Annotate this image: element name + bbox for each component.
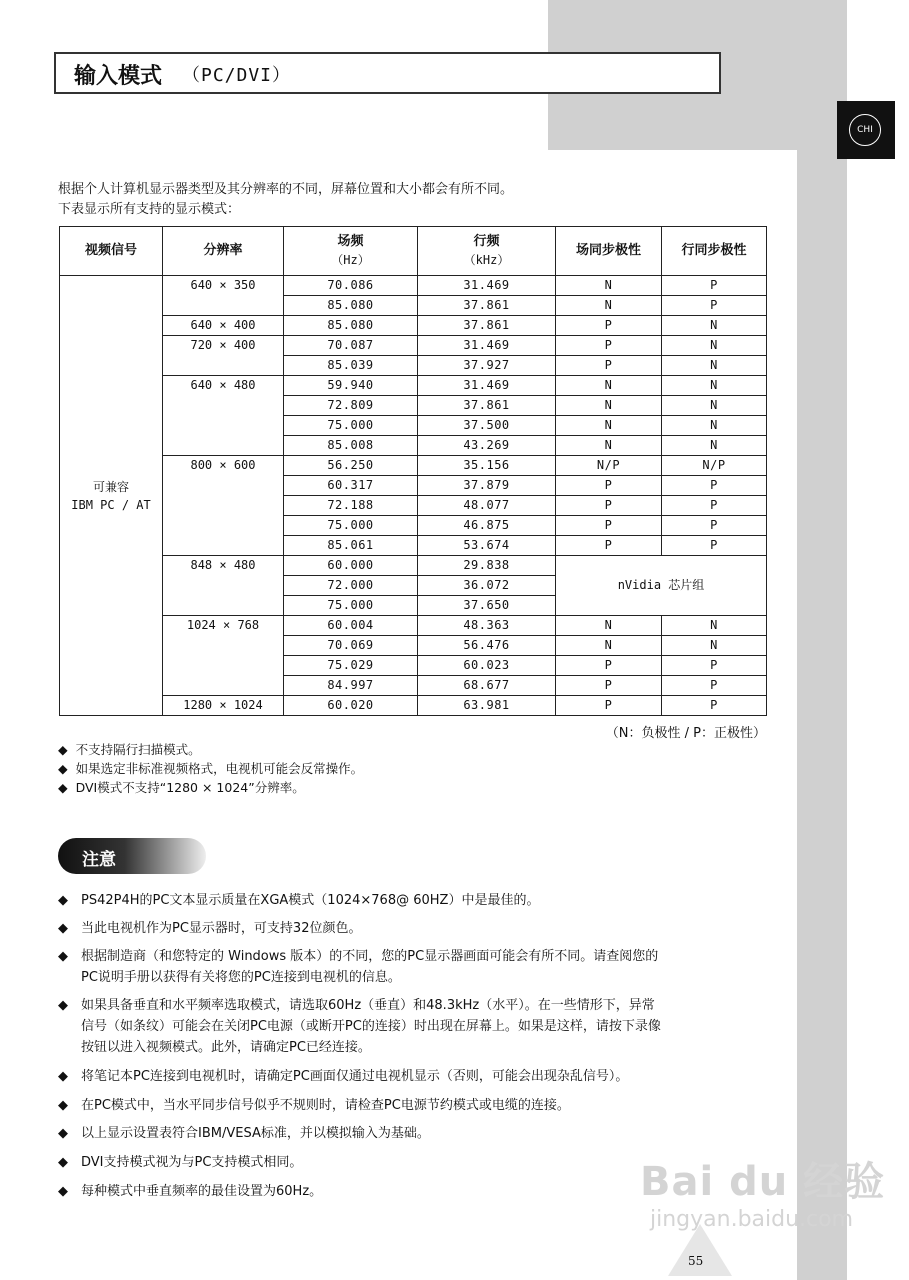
header-hpol: 行同步极性 [662, 227, 767, 276]
hpol-cell: N [662, 316, 767, 336]
vfreq-cell: 60.004 [284, 616, 418, 636]
hfreq-cell: 31.469 [418, 336, 556, 356]
vfreq-cell: 70.087 [284, 336, 418, 356]
hfreq-cell: 37.861 [418, 296, 556, 316]
hpol-cell: P [662, 656, 767, 676]
vpol-cell: P [556, 316, 662, 336]
hpol-cell: P [662, 496, 767, 516]
watermark-logo-text: Bai du 经验 [640, 1159, 886, 1205]
hfreq-cell: 37.879 [418, 476, 556, 496]
hpol-cell: N [662, 336, 767, 356]
hpol-cell: P [662, 296, 767, 316]
vfreq-cell: 84.997 [284, 676, 418, 696]
list-item: ◆ 不支持隔行扫描模式。 [58, 742, 201, 757]
vpol-cell: N [556, 396, 662, 416]
vfreq-cell: 60.317 [284, 476, 418, 496]
vfreq-cell: 72.809 [284, 396, 418, 416]
vpol-cell: N [556, 376, 662, 396]
intro-line-1: 根据个人计算机显示器类型及其分辨率的不同，屏幕位置和大小都会有所不同。 [58, 182, 514, 197]
header-vpol: 场同步极性 [556, 227, 662, 276]
polarity-legend: （N：负极性 / P：正极性） [605, 726, 766, 741]
hpol-cell: N [662, 616, 767, 636]
hfreq-cell: 48.363 [418, 616, 556, 636]
vfreq-cell: 75.029 [284, 656, 418, 676]
table-header-row [60, 227, 767, 276]
vfreq-cell: 60.020 [284, 696, 418, 716]
list-item: ◆ 如果具备垂直和水平频率选取模式，请选取60Hz（垂直）和48.3kHz（水平）。在一些情形下，异常 信号（如条纹）可能会在关闭PC电源（或断开PC的连接）时出现在屏幕上。如果是这样，请按下录像 按钮以进入视频模式。此外，请确定PC已经连接。 [58, 998, 661, 1055]
nvidia-chipset-cell: nVidia 芯片组 [556, 556, 767, 616]
hfreq-cell: 37.650 [418, 596, 556, 616]
resolution-cell: 800 × 600 [163, 456, 284, 556]
notes-heading: 注意 [82, 850, 116, 870]
vfreq-cell: 85.008 [284, 436, 418, 456]
hfreq-cell: 63.981 [418, 696, 556, 716]
table-row [60, 376, 767, 396]
hpol-cell: P [662, 696, 767, 716]
hpol-cell: N [662, 436, 767, 456]
hfreq-cell: 60.023 [418, 656, 556, 676]
hfreq-cell: 29.838 [418, 556, 556, 576]
vfreq-cell: 72.000 [284, 576, 418, 596]
hfreq-cell: 68.677 [418, 676, 556, 696]
page-title-box [54, 52, 721, 94]
vfreq-cell: 85.080 [284, 316, 418, 336]
resolution-cell: 640 × 400 [163, 316, 284, 336]
hpol-cell: N [662, 376, 767, 396]
table-row [60, 276, 767, 296]
hfreq-cell: 31.469 [418, 276, 556, 296]
display-modes-table [59, 226, 767, 716]
language-tab [837, 101, 895, 159]
list-item: ◆ 如果选定非标准视频格式，电视机可能会反常操作。 [58, 761, 364, 776]
vpol-cell: N [556, 296, 662, 316]
hfreq-cell: 56.476 [418, 636, 556, 656]
vfreq-cell: 56.250 [284, 456, 418, 476]
vpol-cell: P [556, 356, 662, 376]
table-row [60, 696, 767, 716]
table-row [60, 556, 767, 576]
resolution-cell: 640 × 480 [163, 376, 284, 456]
list-item: ◆ DVI支持模式视为与PC支持模式相同。 [58, 1155, 303, 1170]
vpol-cell: P [556, 696, 662, 716]
list-item: ◆ 每种模式中垂直频率的最佳设置为60Hz。 [58, 1184, 323, 1199]
table-row [60, 456, 767, 476]
resolution-cell: 640 × 350 [163, 276, 284, 316]
resolution-cell: 720 × 400 [163, 336, 284, 376]
hpol-cell: P [662, 276, 767, 296]
page-number: 55 [688, 1254, 704, 1268]
hfreq-cell: 37.927 [418, 356, 556, 376]
list-item: ◆ 将笔记本PC连接到电视机时，请确定PC画面仅通过电视机显示（否则，可能会出现杂乱信号）。 [58, 1069, 629, 1084]
hfreq-cell: 31.469 [418, 376, 556, 396]
header-resolution: 分辨率 [163, 227, 284, 276]
vfreq-cell: 75.000 [284, 596, 418, 616]
hfreq-cell: 53.674 [418, 536, 556, 556]
gray-side-band [797, 0, 847, 1280]
watermark-url: jingyan.baidu.com [650, 1207, 854, 1232]
list-item: ◆ 当此电视机作为PC显示器时，可支持32位颜色。 [58, 921, 362, 936]
hpol-cell: N/P [662, 456, 767, 476]
language-tab-label: CHI [849, 114, 881, 146]
hpol-cell: N [662, 356, 767, 376]
header-hfreq: 行频 （kHz） [418, 227, 556, 276]
vpol-cell: P [556, 676, 662, 696]
table-notes [58, 740, 363, 797]
vpol-cell: N [556, 276, 662, 296]
vpol-cell: N [556, 416, 662, 436]
vpol-cell: N [556, 436, 662, 456]
hfreq-cell: 48.077 [418, 496, 556, 516]
vfreq-cell: 85.039 [284, 356, 418, 376]
hfreq-cell: 43.269 [418, 436, 556, 456]
header-vfreq: 场频 （Hz） [284, 227, 418, 276]
signal-group-cell: 可兼容 IBM PC / AT [60, 276, 163, 716]
vfreq-cell: 85.061 [284, 536, 418, 556]
hfreq-cell: 46.875 [418, 516, 556, 536]
table-row [60, 316, 767, 336]
hfreq-cell: 36.072 [418, 576, 556, 596]
vfreq-cell: 70.069 [284, 636, 418, 656]
table-row [60, 616, 767, 636]
resolution-cell: 848 × 480 [163, 556, 284, 616]
list-item: ◆ 在PC模式中，当水平同步信号似乎不规则时，请检查PC电源节约模式或电缆的连接。 [58, 1098, 570, 1113]
hpol-cell: N [662, 636, 767, 656]
vpol-cell: P [556, 656, 662, 676]
vpol-cell: N [556, 636, 662, 656]
watermark [640, 1150, 885, 1232]
hpol-cell: N [662, 416, 767, 436]
intro-line-2: 下表显示所有支持的显示模式： [58, 202, 241, 217]
resolution-cell: 1280 × 1024 [163, 696, 284, 716]
hfreq-cell: 37.500 [418, 416, 556, 436]
hpol-cell: N [662, 396, 767, 416]
list-item: ◆ PS42P4H的PC文本显示质量在XGA模式（1024×768@ 60HZ）中是最佳的。 [58, 893, 540, 908]
vfreq-cell: 75.000 [284, 516, 418, 536]
vpol-cell: P [556, 516, 662, 536]
vfreq-cell: 70.086 [284, 276, 418, 296]
vfreq-cell: 75.000 [284, 416, 418, 436]
hfreq-cell: 35.156 [418, 456, 556, 476]
vpol-cell: P [556, 476, 662, 496]
vpol-cell: P [556, 336, 662, 356]
hpol-cell: P [662, 536, 767, 556]
resolution-cell: 1024 × 768 [163, 616, 284, 696]
page-title-suffix: （PC/DVI） [182, 65, 292, 86]
vfreq-cell: 60.000 [284, 556, 418, 576]
header-signal: 视频信号 [60, 227, 163, 276]
list-item: ◆ 以上显示设置表符合IBM/VESA标准，并以模拟输入为基础。 [58, 1126, 430, 1141]
list-item: ◆ 根据制造商（和您特定的 Windows 版本）的不同，您的PC显示器画面可能会有所不同。请查阅您的 PC说明手册以获得有关将您的PC连接到电视机的信息。 [58, 949, 659, 985]
hfreq-cell: 37.861 [418, 396, 556, 416]
vfreq-cell: 85.080 [284, 296, 418, 316]
page-title: 输入模式 [74, 64, 163, 89]
vfreq-cell: 72.188 [284, 496, 418, 516]
list-item: ◆ DVI模式不支持“1280 × 1024”分辨率。 [58, 780, 305, 795]
vpol-cell: N [556, 616, 662, 636]
page-number-marker [668, 1224, 732, 1276]
vpol-cell: N/P [556, 456, 662, 476]
hpol-cell: P [662, 516, 767, 536]
hpol-cell: P [662, 676, 767, 696]
vpol-cell: P [556, 536, 662, 556]
hpol-cell: P [662, 476, 767, 496]
hfreq-cell: 37.861 [418, 316, 556, 336]
notes-heading-badge [58, 838, 206, 874]
vfreq-cell: 59.940 [284, 376, 418, 396]
table-row [60, 336, 767, 356]
vpol-cell: P [556, 496, 662, 516]
